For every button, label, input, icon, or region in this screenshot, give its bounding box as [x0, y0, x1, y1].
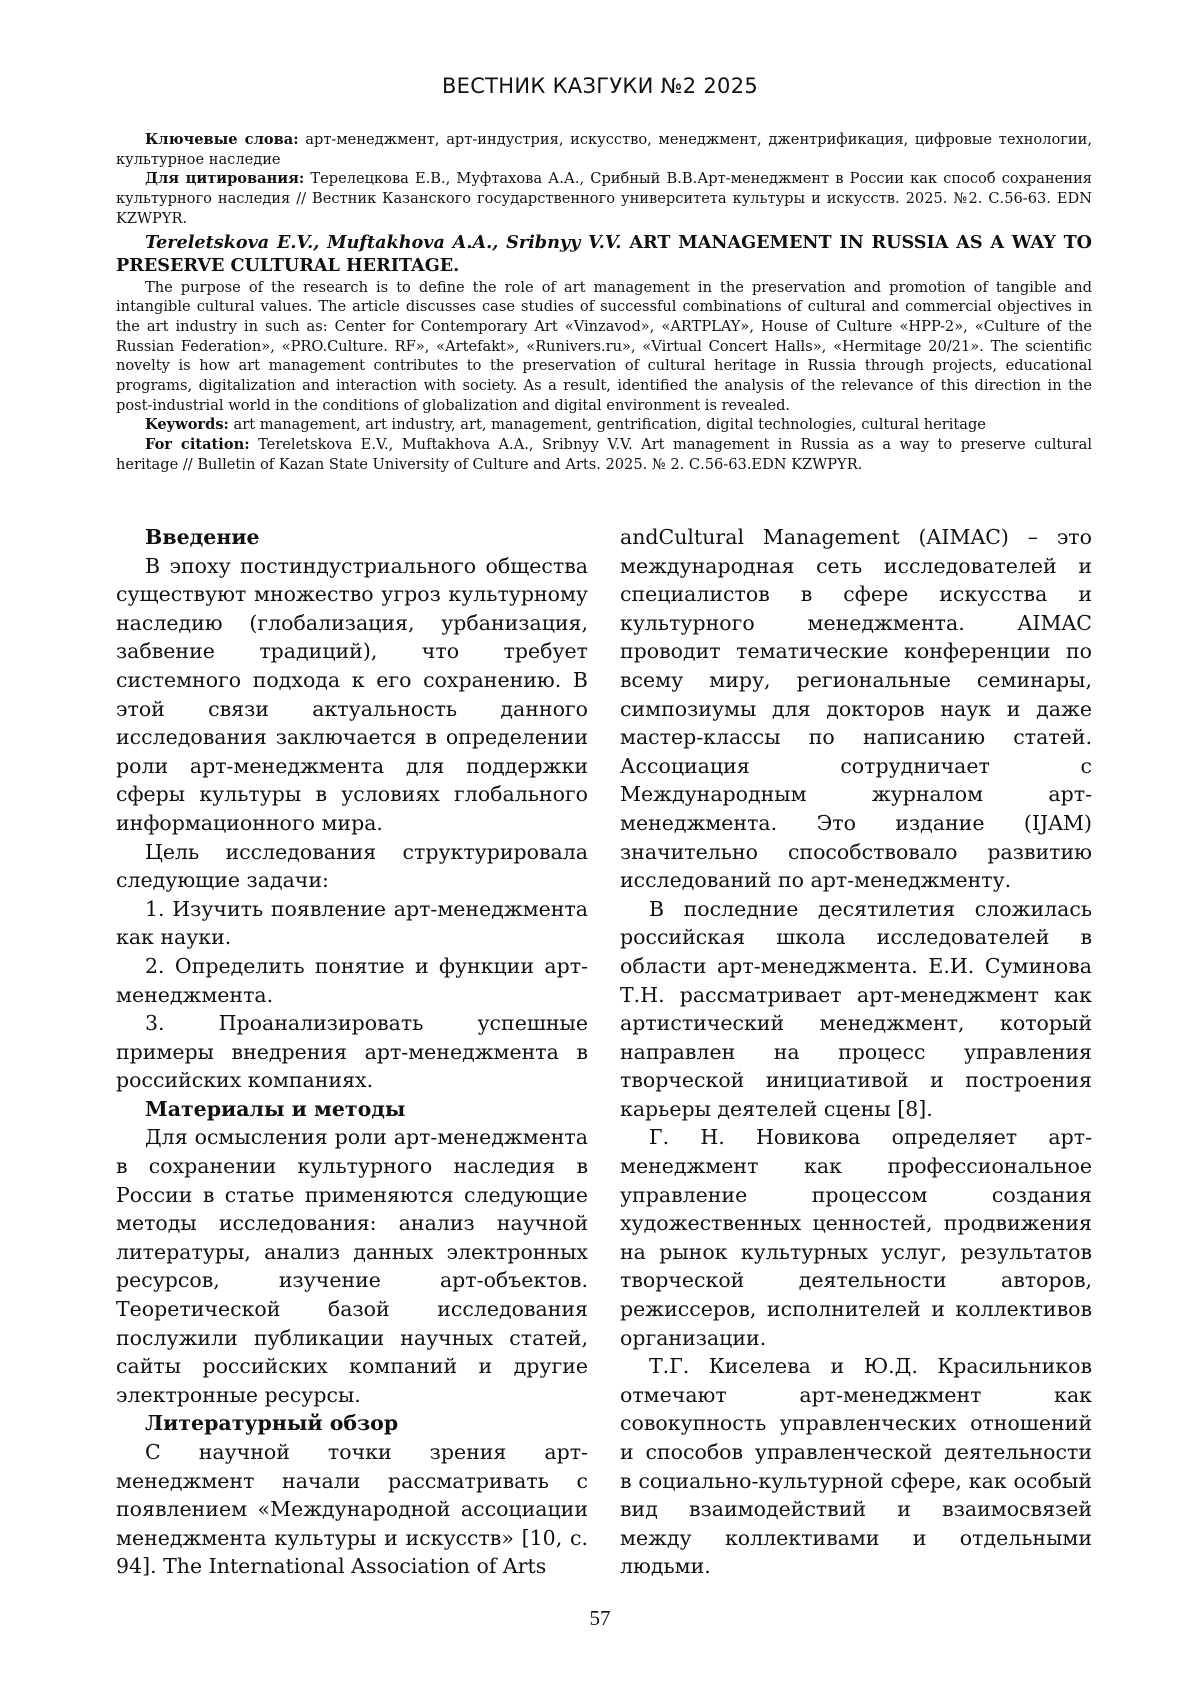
citation-ru-label: Для цитирования:	[145, 170, 305, 188]
right-column	[620, 523, 1092, 1581]
journal-header: ВЕСТНИК КАЗГУКИ №2 2025	[441, 74, 759, 98]
keywords-en	[116, 415, 1092, 435]
review-heading: Литературный обзор	[145, 1411, 399, 1436]
citation-ru-text: Терелецкова Е.В., Муфтахова А.А., Срибный В.В.Арт-менеджмент в России как способ сохранения культурного наследия // Вестник Казанского государственного университета культуры и искусств. 2025. №2. С.56-63. EDN KZWPYR.	[116, 170, 1092, 227]
task-item-1: 1. Изучить появление арт-менеджмента как науки.	[116, 896, 588, 950]
abstract-block	[116, 130, 1092, 475]
right-paragraph-1: andCultural Management (AIMAC) – это международная сеть исследователей и специалистов в сфере искусства и культурного менеджмента. AIMAC проводит тематические конференции по всему миру, региональные семинары, симпозиумы для докторов наук и даже мастер-классы по написанию статей. Ассоциация сотрудничает с Международным журналом арт-менеджмента. Это издание (IJAM) значительно способствовало развитию исследований по арт-менеджменту.	[620, 525, 1092, 893]
left-column	[116, 523, 588, 1581]
right-paragraph-3: Г. Н. Новикова определяет арт-менеджмент как профессиональное управление процессом создания художественных ценностей, продвижения на рынок культурных услуг, результатов творческой деятельности авторов, режиссеров, исполнителей и коллективов организации.	[620, 1125, 1092, 1350]
english-authors: Tereletskova E.V., Muftakhova A.A., Sribnyy V.V.	[145, 231, 622, 253]
keywords-ru-label: Ключевые слова:	[145, 131, 299, 148]
citation-en	[116, 435, 1092, 474]
abstract-en: The purpose of the research is to define the role of art management in the preservation and promotion of tangible and intangible cultural values. The article discusses case studies of successful combinations of cultural and commercial objectives in the art industry in such as: Center for Contemporary Art «Vinzavod», «ARTPLAY», House of Culture «HPP-2», «Culture of the Russian Federation», «PRO.Culture. RF», «Artefakt», «Runivers.ru», «Virtual Concert Halls», «Hermitage 20/21». The scientific novelty is how art management contributes to the preservation of cultural heritage in Russia through projects, educational programs, digitalization and interaction with society. As a result, identified the analysis of the relevance of this direction in the post-industrial world in the conditions of globalization and digital environment is revealed.	[116, 278, 1092, 414]
intro-heading: Введение	[145, 525, 260, 549]
english-title	[116, 231, 1092, 277]
page-number: 57	[589, 1606, 611, 1630]
intro-paragraph-2: Цель исследования структурировала следующие задачи:	[116, 839, 588, 893]
citation-en-label: For citation:	[145, 436, 250, 454]
task-item-2: 2. Определить понятие и функции арт-менеджмента.	[116, 953, 588, 1007]
english-title-text: ART MANAGEMENT IN RUSSIA AS A WAY TO PRESERVE CULTURAL HERITAGE.	[116, 231, 1092, 276]
methods-heading: Материалы и методы	[145, 1096, 406, 1121]
right-paragraph-2: В последние десятилетия сложилась российская школа исследователей в области арт-менеджмента. Е.И. Суминова Т.Н. рассматривает арт-менеджмент как артистический менеджмент, который направлен на процесс управления творческой инициативой и построения карьеры деятелей сцены [8].	[620, 896, 1092, 1121]
intro-paragraph-1: В эпоху постиндустриального общества существуют множество угроз культурному наследию (глобализация, урбанизация, забвение традиций), что требует системного подхода к его сохранению. В этой связи актуальность данного исследования заключается в определении роли арт-менеджмента для поддержки сферы культуры в условиях глобального информационного мира.	[116, 553, 588, 835]
citation-ru	[116, 169, 1092, 228]
keywords-ru	[116, 130, 1092, 169]
keywords-ru-text: арт-менеджмент, арт-индустрия, искусство, менеджмент, джентрификация, цифровые технологии, культурное наследие	[116, 131, 1093, 168]
citation-en-text: Tereletskova E.V., Muftakhova A.A., Sribnyy V.V. Art management in Russia as a way to preserve cultural heritage // Bulletin of Kazan State University of Culture and Arts. 2025. № 2. С.56-63.EDN KZWPYR.	[116, 436, 1092, 473]
keywords-en-label: Keywords:	[145, 416, 229, 434]
right-paragraph-4: Т.Г. Киселева и Ю.Д. Красильников отмечают арт-менеджмент как совокупность управленческих отношений и способов управленческой деятельности в социально-культурной сфере, как особый вид взаимодействий и взаимосвязей между коллективами и отдельными людьми.	[620, 1354, 1092, 1579]
task-item-3: 3. Проанализировать успешные примеры внедрения арт-менеджмента в российских компаниях.	[116, 1011, 588, 1093]
review-paragraph: С научной точки зрения арт-менеджмент начали рассматривать с появлением «Международной ассоциации менеджмента культуры и искусств» [10, с. 94]. The International Association of Arts	[116, 1440, 588, 1579]
keywords-en-text: art management, art industry, art, management, gentrification, digital technologies, cultural heritage	[228, 416, 986, 434]
methods-paragraph: Для осмысления роли арт-менеджмента в сохранении культурного наследия в России в статье применяются следующие методы исследования: анализ научной литературы, анализ данных электронных ресурсов, изучение арт-объектов. Теоретической базой исследования послужили публикации научных статей, сайты российских компаний и другие электронные ресурсы.	[116, 1125, 588, 1407]
